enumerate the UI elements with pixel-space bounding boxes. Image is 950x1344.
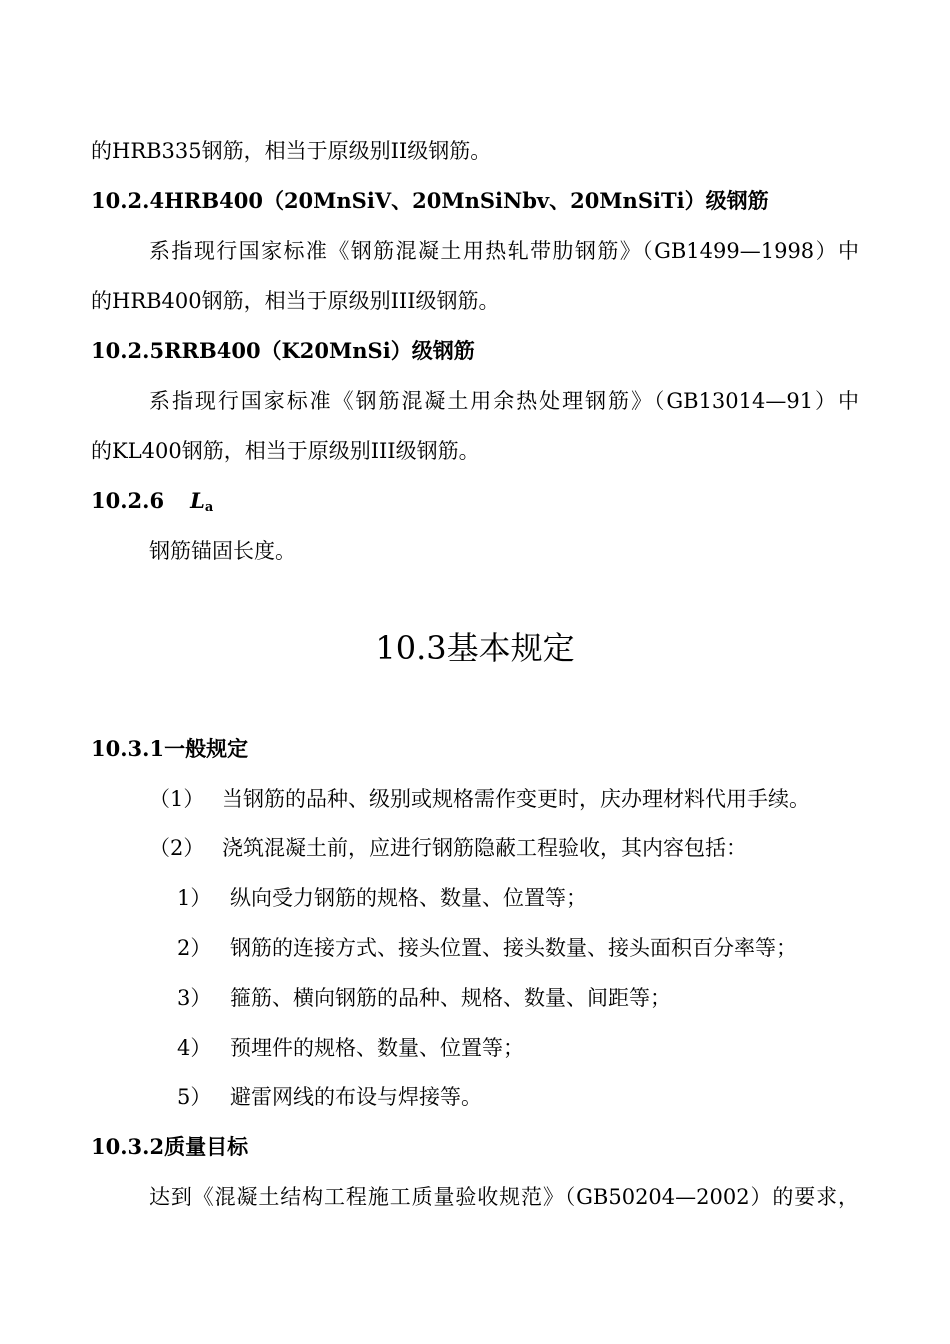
sub-list-item-number: 5） <box>177 1085 212 1109</box>
sub-list-item-text: 箍筋、横向钢筋的品种、规格、数量、间距等； <box>230 986 671 1010</box>
sub-list-item-text: 钢筋的连接方式、接头位置、接头数量、接头面积百分率等； <box>230 936 797 960</box>
sub-list-item <box>149 934 797 962</box>
list-item <box>149 785 810 813</box>
clause-heading-10-2-4: 10.2.4HRB400（20MnSiV、20MnSiNbv、20MnSiTi）级钢筋 <box>91 188 769 213</box>
sub-list-item-number: 3） <box>177 986 212 1010</box>
sub-list-item <box>149 984 671 1012</box>
clause-number: 10.2.6 <box>91 488 165 513</box>
sub-list-item <box>149 1083 482 1111</box>
clause-heading-10-3-2: 10.3.2质量目标 <box>91 1134 249 1159</box>
paragraph-line: 钢筋锚固长度。 <box>149 539 296 563</box>
paragraph-line: 系指现行国家标准《钢筋混凝土用热轧带肋钢筋》（GB1499—1998）中 <box>149 239 859 263</box>
symbol-subscript: a <box>204 500 214 515</box>
clause-heading-10-2-6 <box>91 487 213 519</box>
list-item <box>149 834 747 862</box>
clause-heading-10-2-5: 10.2.5RRB400（K20MnSi）级钢筋 <box>91 338 475 363</box>
sub-list-item-number: 1） <box>177 886 212 910</box>
list-item-text: 浇筑混凝土前，应进行钢筋隐蔽工程验收，其内容包括： <box>222 836 747 860</box>
sub-list-item-number: 4） <box>177 1036 212 1060</box>
list-item-text: 当钢筋的品种、级别或规格需作变更时，庆办理材料代用手续。 <box>222 787 810 811</box>
sub-list-item-text: 预埋件的规格、数量、位置等； <box>230 1036 524 1060</box>
clause-heading-10-3-1: 10.3.1一般规定 <box>91 736 249 761</box>
symbol-la: L <box>190 488 205 513</box>
list-item-number: （1） <box>149 787 205 811</box>
list-item-number: （2） <box>149 836 205 860</box>
paragraph-line: 的HRB335钢筋，相当于原级别II级钢筋。 <box>91 139 492 163</box>
paragraph-line: 的HRB400钢筋，相当于原级别III级钢筋。 <box>91 289 500 313</box>
sub-list-item-number: 2） <box>177 936 212 960</box>
paragraph-line: 的KL400钢筋，相当于原级别III级钢筋。 <box>91 439 480 463</box>
sub-list-item <box>149 1034 524 1062</box>
section-title: 10.3基本规定 <box>375 629 575 667</box>
sub-list-item-text: 避雷网线的布设与焊接等。 <box>230 1085 482 1109</box>
sub-list-item-text: 纵向受力钢筋的规格、数量、位置等； <box>230 886 587 910</box>
paragraph-line: 系指现行国家标准《钢筋混凝土用余热处理钢筋》（GB13014—91）中 <box>149 389 859 413</box>
sub-list-item <box>149 884 587 912</box>
paragraph-line: 达到《混凝土结构工程施工质量验收规范》（GB50204—2002）的要求， <box>149 1185 859 1209</box>
